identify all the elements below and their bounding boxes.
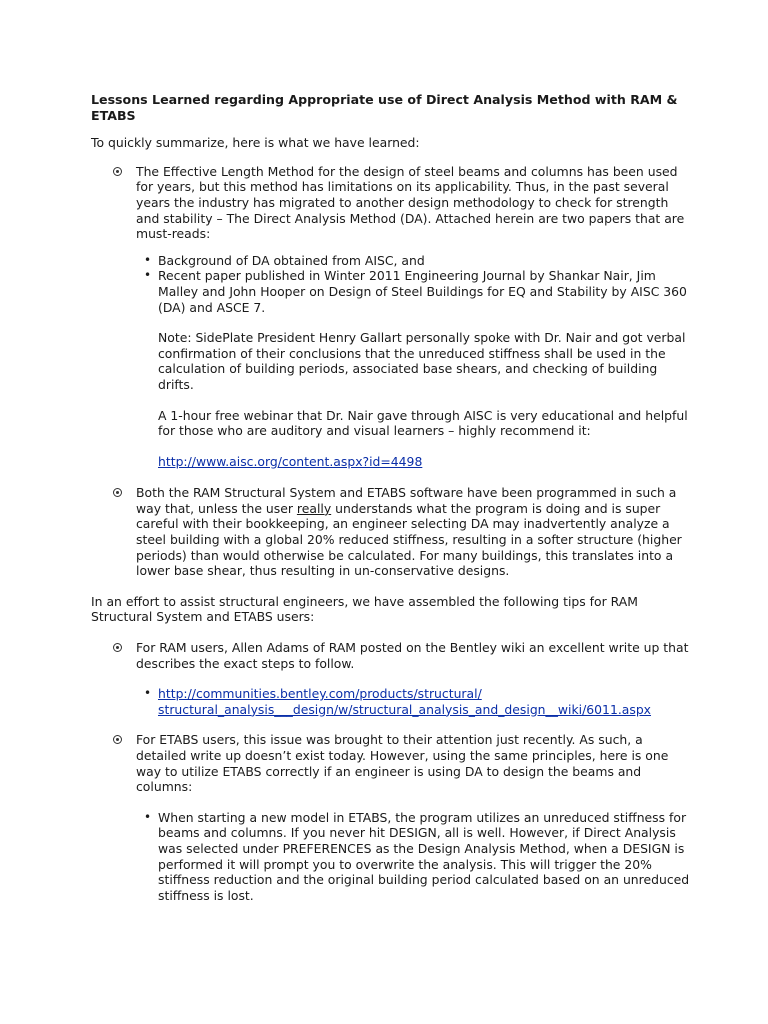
bullet-text: The Effective Length Method for the design of steel beams and columns has been used for years, but this method has limitations on its applicability. Thus, in the past several years the industry has migrated to another design methodology to check for strength and stability – The Direct Analysis Method (DA). Attached herein are two papers that are must-reads:: [136, 163, 685, 242]
bullet-effective-length: [91, 164, 691, 242]
circle-bullet-icon: [113, 643, 122, 652]
intro-text: To quickly summarize, here is what we have learned:: [91, 135, 420, 151]
bullet-text-end: understands what the program is doing and is super careful with their bookkeeping, an engineer selecting DA may inadvertently analyze a steel building with a global 20% reduced stiffness, resulting in a softer structure (higher periods) than would otherwise be calculated. For many buildings, this translates into a lower base shear, thus resulting in un-conservative designs.: [136, 500, 682, 579]
dot-bullet-icon: •: [144, 686, 152, 701]
dot-bullet-icon: •: [144, 268, 152, 283]
document-body: [91, 92, 691, 903]
bullet-ram-users: [91, 640, 691, 671]
sub-bullet: [91, 268, 691, 315]
bentley-link-lines: [158, 686, 691, 717]
bentley-link-part2[interactable]: structural_analysis___design/w/structural_analysis_and_design__wiki/6011.aspx: [158, 701, 652, 717]
sub-bullet-text: When starting a new model in ETABS, the program utilizes an unreduced stiffness for beams and columns. If you never hit DESIGN, all is well. However, if Direct Analysis was selected under PREFERENCES as the Design Analysis Method, when a DESIGN is performed it will prompt you to overwrite the analysis. This will trigger the 20% stiffness reduction and the original building period calculated based on an unreduced stiffness is lost.: [158, 809, 690, 903]
sub-bullet: [91, 686, 691, 717]
bullet-ram-etabs: [91, 485, 691, 579]
document-title: Lessons Learned regarding Appropriate use of Direct Analysis Method with RAM & ETABS: [91, 92, 678, 123]
webinar-paragraph: A 1-hour free webinar that Dr. Nair gave through AISC is very educational and helpful for those who are auditory and visual learners – highly recommend it:: [158, 407, 688, 439]
bullet-etabs-users: [91, 732, 691, 794]
dot-bullet-icon: •: [144, 809, 152, 824]
sub-bullet-text: Recent paper published in Winter 2011 Engineering Journal by Shankar Nair, Jim Malley and John Hooper on Design of Steel Buildings for EQ and Stability by AISC 360 (DA) and ASCE 7.: [158, 268, 687, 315]
sub-bullet: [91, 810, 691, 904]
effort-paragraph: In an effort to assist structural engineers, we have assembled the following tips for RAM Structural System and ETABS users:: [91, 593, 638, 625]
note-paragraph: Note: SidePlate President Henry Gallart personally spoke with Dr. Nair and got verbal confirmation of their conclusions that the unreduced stiffness shall be used in the calculation of building periods, associated base shears, and checking of building drifts.: [158, 330, 686, 392]
circle-bullet-icon: [113, 167, 122, 176]
circle-bullet-icon: [113, 735, 122, 744]
bullet-text: For ETABS users, this issue was brought to their attention just recently. As such, a detailed write up doesn’t exist today. However, using the same principles, here is one way to utilize ETABS correctly if an engineer is using DA to design the beams and columns:: [136, 732, 669, 795]
bentley-link-part1[interactable]: http://communities.bentley.com/products/structural/: [158, 686, 482, 702]
emphasis-really: really: [296, 500, 332, 516]
sub-bullet: [91, 253, 691, 269]
dot-bullet-icon: •: [144, 252, 152, 267]
aisc-link-line: [91, 454, 691, 470]
circle-bullet-icon: [113, 488, 122, 497]
bullet-text: For RAM users, Allen Adams of RAM posted on the Bentley wiki an excellent write up that describes the exact steps to follow.: [136, 640, 689, 671]
bullet-text-start: Both the RAM Structural System and ETABS software have been programmed in such a way that, unless the user: [136, 485, 677, 516]
sub-bullet-text: Background of DA obtained from AISC, and: [158, 252, 425, 268]
bullet-text: [136, 485, 691, 579]
aisc-link[interactable]: http://www.aisc.org/content.aspx?id=4498: [158, 453, 423, 469]
